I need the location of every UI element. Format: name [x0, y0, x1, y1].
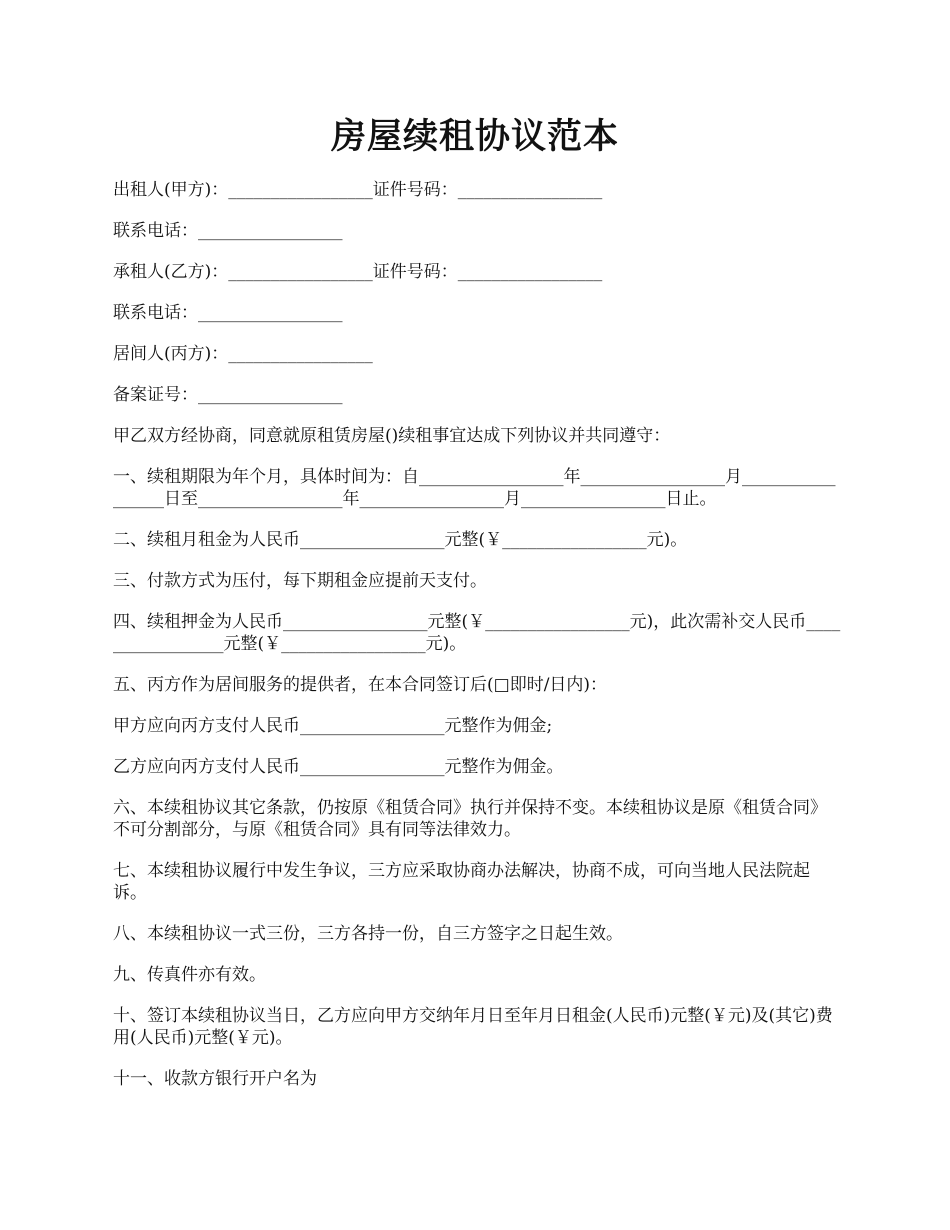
clause-4-deposit: 四、续租押金为人民币_________________元整(￥_________________元)，此次需补交人民币_________________元整(￥_________________元)。 [113, 612, 841, 654]
lessee-line: 承租人(乙方)：_________________证件号码：_________________ [113, 262, 603, 282]
clause-8-copies: 八、本续租协议一式三份，三方各持一份，自三方签字之日起生效。 [113, 924, 623, 944]
clause-7-disputes: 七、本续租协议履行中发生争议，三方应采取协商办法解决，协商不成，可向当地人民法院起诉。 [113, 861, 810, 903]
clause-1-term: 一、续租期限为年个月，具体时间为：自_________________年_________________月_________________日至_________________年_________________月_________________日止。 [113, 467, 836, 509]
intermediary-line: 居间人(丙方)：_________________ [113, 344, 373, 364]
clause-11-bank-account: 十一、收款方银行开户名为 [113, 1069, 317, 1089]
clause-6-other-terms: 六、本续租协议其它条款，仍按原《租赁合同》执行并保持不变。本续租协议是原《租赁合同》不可分割部分，与原《租赁合同》具有同等法律效力。 [113, 798, 827, 840]
clause-3-payment: 三、付款方式为压付，每下期租金应提前天支付。 [113, 571, 487, 591]
clause-10-payment-on-signing: 十、签订本续租协议当日，乙方应向甲方交纳年月日至年月日租金(人民币)元整(￥元)及(其它)费用(人民币)元整(￥元)。 [113, 1006, 833, 1048]
clause-5-intermediary: 五、丙方作为居间服务的提供者，在本合同签订后(□即时/日内)： [113, 675, 608, 695]
clause-5-party-a-commission: 甲方应向丙方支付人民币_________________元整作为佣金; [113, 716, 553, 736]
record-number-line: 备案证号：_________________ [113, 385, 343, 405]
document-title: 房屋续租协议范本 [330, 116, 619, 157]
preamble-paragraph: 甲乙双方经协商，同意就原租赁房屋()续租事宜达成下列协议并共同遵守： [113, 426, 671, 446]
document-body [113, 179, 841, 1109]
lessee-phone-line: 联系电话：_________________ [113, 303, 343, 323]
lessor-line: 出租人(甲方)：_________________证件号码：_________________ [113, 180, 603, 200]
clause-2-rent: 二、续租月租金为人民币_________________元整(￥_________________元)。 [113, 530, 688, 550]
clause-9-fax: 九、传真件亦有效。 [113, 965, 266, 985]
lessor-phone-line: 联系电话：_________________ [113, 221, 343, 241]
clause-5-party-b-commission: 乙方应向丙方支付人民币_________________元整作为佣金。 [113, 757, 564, 777]
